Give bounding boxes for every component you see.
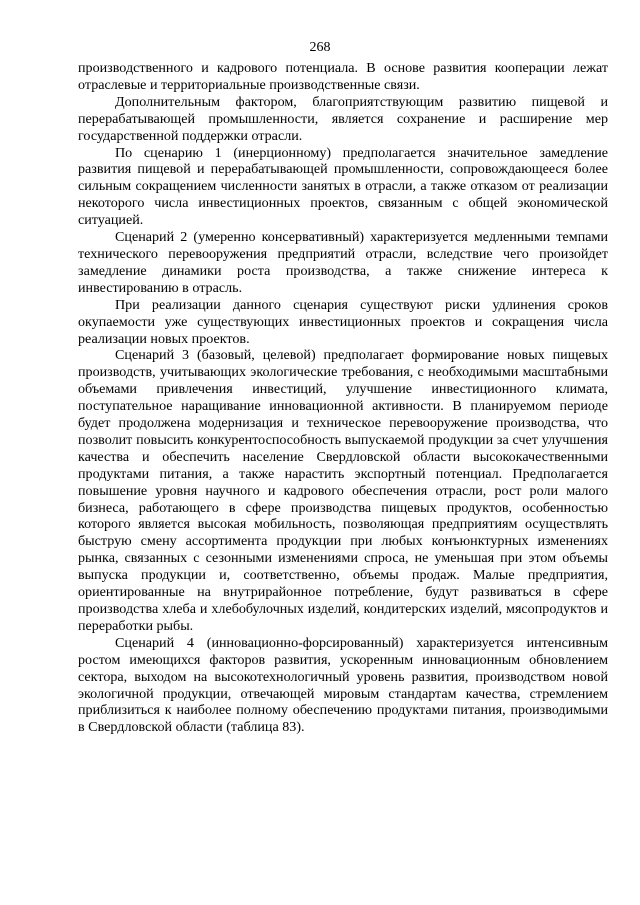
page-number: 268 — [309, 40, 331, 55]
paragraph-continuation: производственного и кадрового потенциала. В основе развития кооперации лежат отраслевые и территориальные производственные связи. — [78, 60, 608, 93]
paragraph-scenario-4: Сценарий 4 (инновационно-форсированный) характеризуется интенсивным ростом имеющихся факторов развития, ускоренным инновационным обновлением сектора, выходом на высокотехнологичный уровень развития, производством новой экологичной продукции, отвечающей мировым стандартам качества, стремлением приблизиться к наиболее полному обеспечению продуктами питания, производимыми в Свердловской области (таблица 83). — [78, 634, 608, 736]
paragraph-scenario-3: Сценарий 3 (базовый, целевой) предполагает формирование новых пищевых производств, учитывающих экологические требования, с необходимыми масштабными объемами привлечения инвестиций, улучшение инвестиционного климата, поступательное наращивание инновационной активности. В планируемом периоде будет продолжена модернизация и техническое перевооружение производства, что позволит повысить конкурентоспособность выпускаемой продукции за счет улучшения качества и обеспечить население Свердловской области высококачественными продуктами питания, а также нарастить экспортный потенциал. Предполагается повышение уровня научного и кадрового обеспечения отрасли, рост роли малого бизнеса, работающего в сфере производства пищевых продуктов, особенностью которого является высокая мобильность, позволяющая предприятиям осуществлять быструю смену ассортимента продукции при любых конъюнктурных изменениях рынка, связанных с сезонными изменениями спроса, не уменьшая при этом объемы выпуска продукции и, соответственно, объемы продаж. Малые предприятия, ориентированные на внутрирайонное потребление, будут развиваться в сфере производства хлеба и хлебобулочных изделий, кондитерских изделий, мясопродуктов и переработки рыбы. — [78, 347, 608, 634]
paragraph-scenario-2: Сценарий 2 (умеренно консервативный) характеризуется медленными темпами технического перевооружения предприятий отрасли, вследствие чего произойдет замедление динамики роста производства, а также снижение интереса к инвестированию в отрасль. — [78, 229, 608, 296]
paragraph-additional-factor: Дополнительным фактором, благоприятствующим развитию пищевой и перерабатывающей промышленности, является сохранение и расширение мер государственной поддержки отрасли. — [78, 93, 608, 144]
paragraph-scenario-2-risks: При реализации данного сценария существуют риски удлинения сроков окупаемости уже существующих инвестиционных проектов и сокращения числа реализации новых проектов. — [78, 296, 608, 347]
document-body — [78, 60, 608, 736]
paragraph-scenario-1: По сценарию 1 (инерционному) предполагается значительное замедление развития пищевой и перерабатывающей промышленности, сопровождающееся более сильным сокращением численности занятых в отрасли, а также отказом от реализации некоторого числа инвестиционных проектов, связанным с общей экономической ситуацией. — [78, 144, 608, 229]
